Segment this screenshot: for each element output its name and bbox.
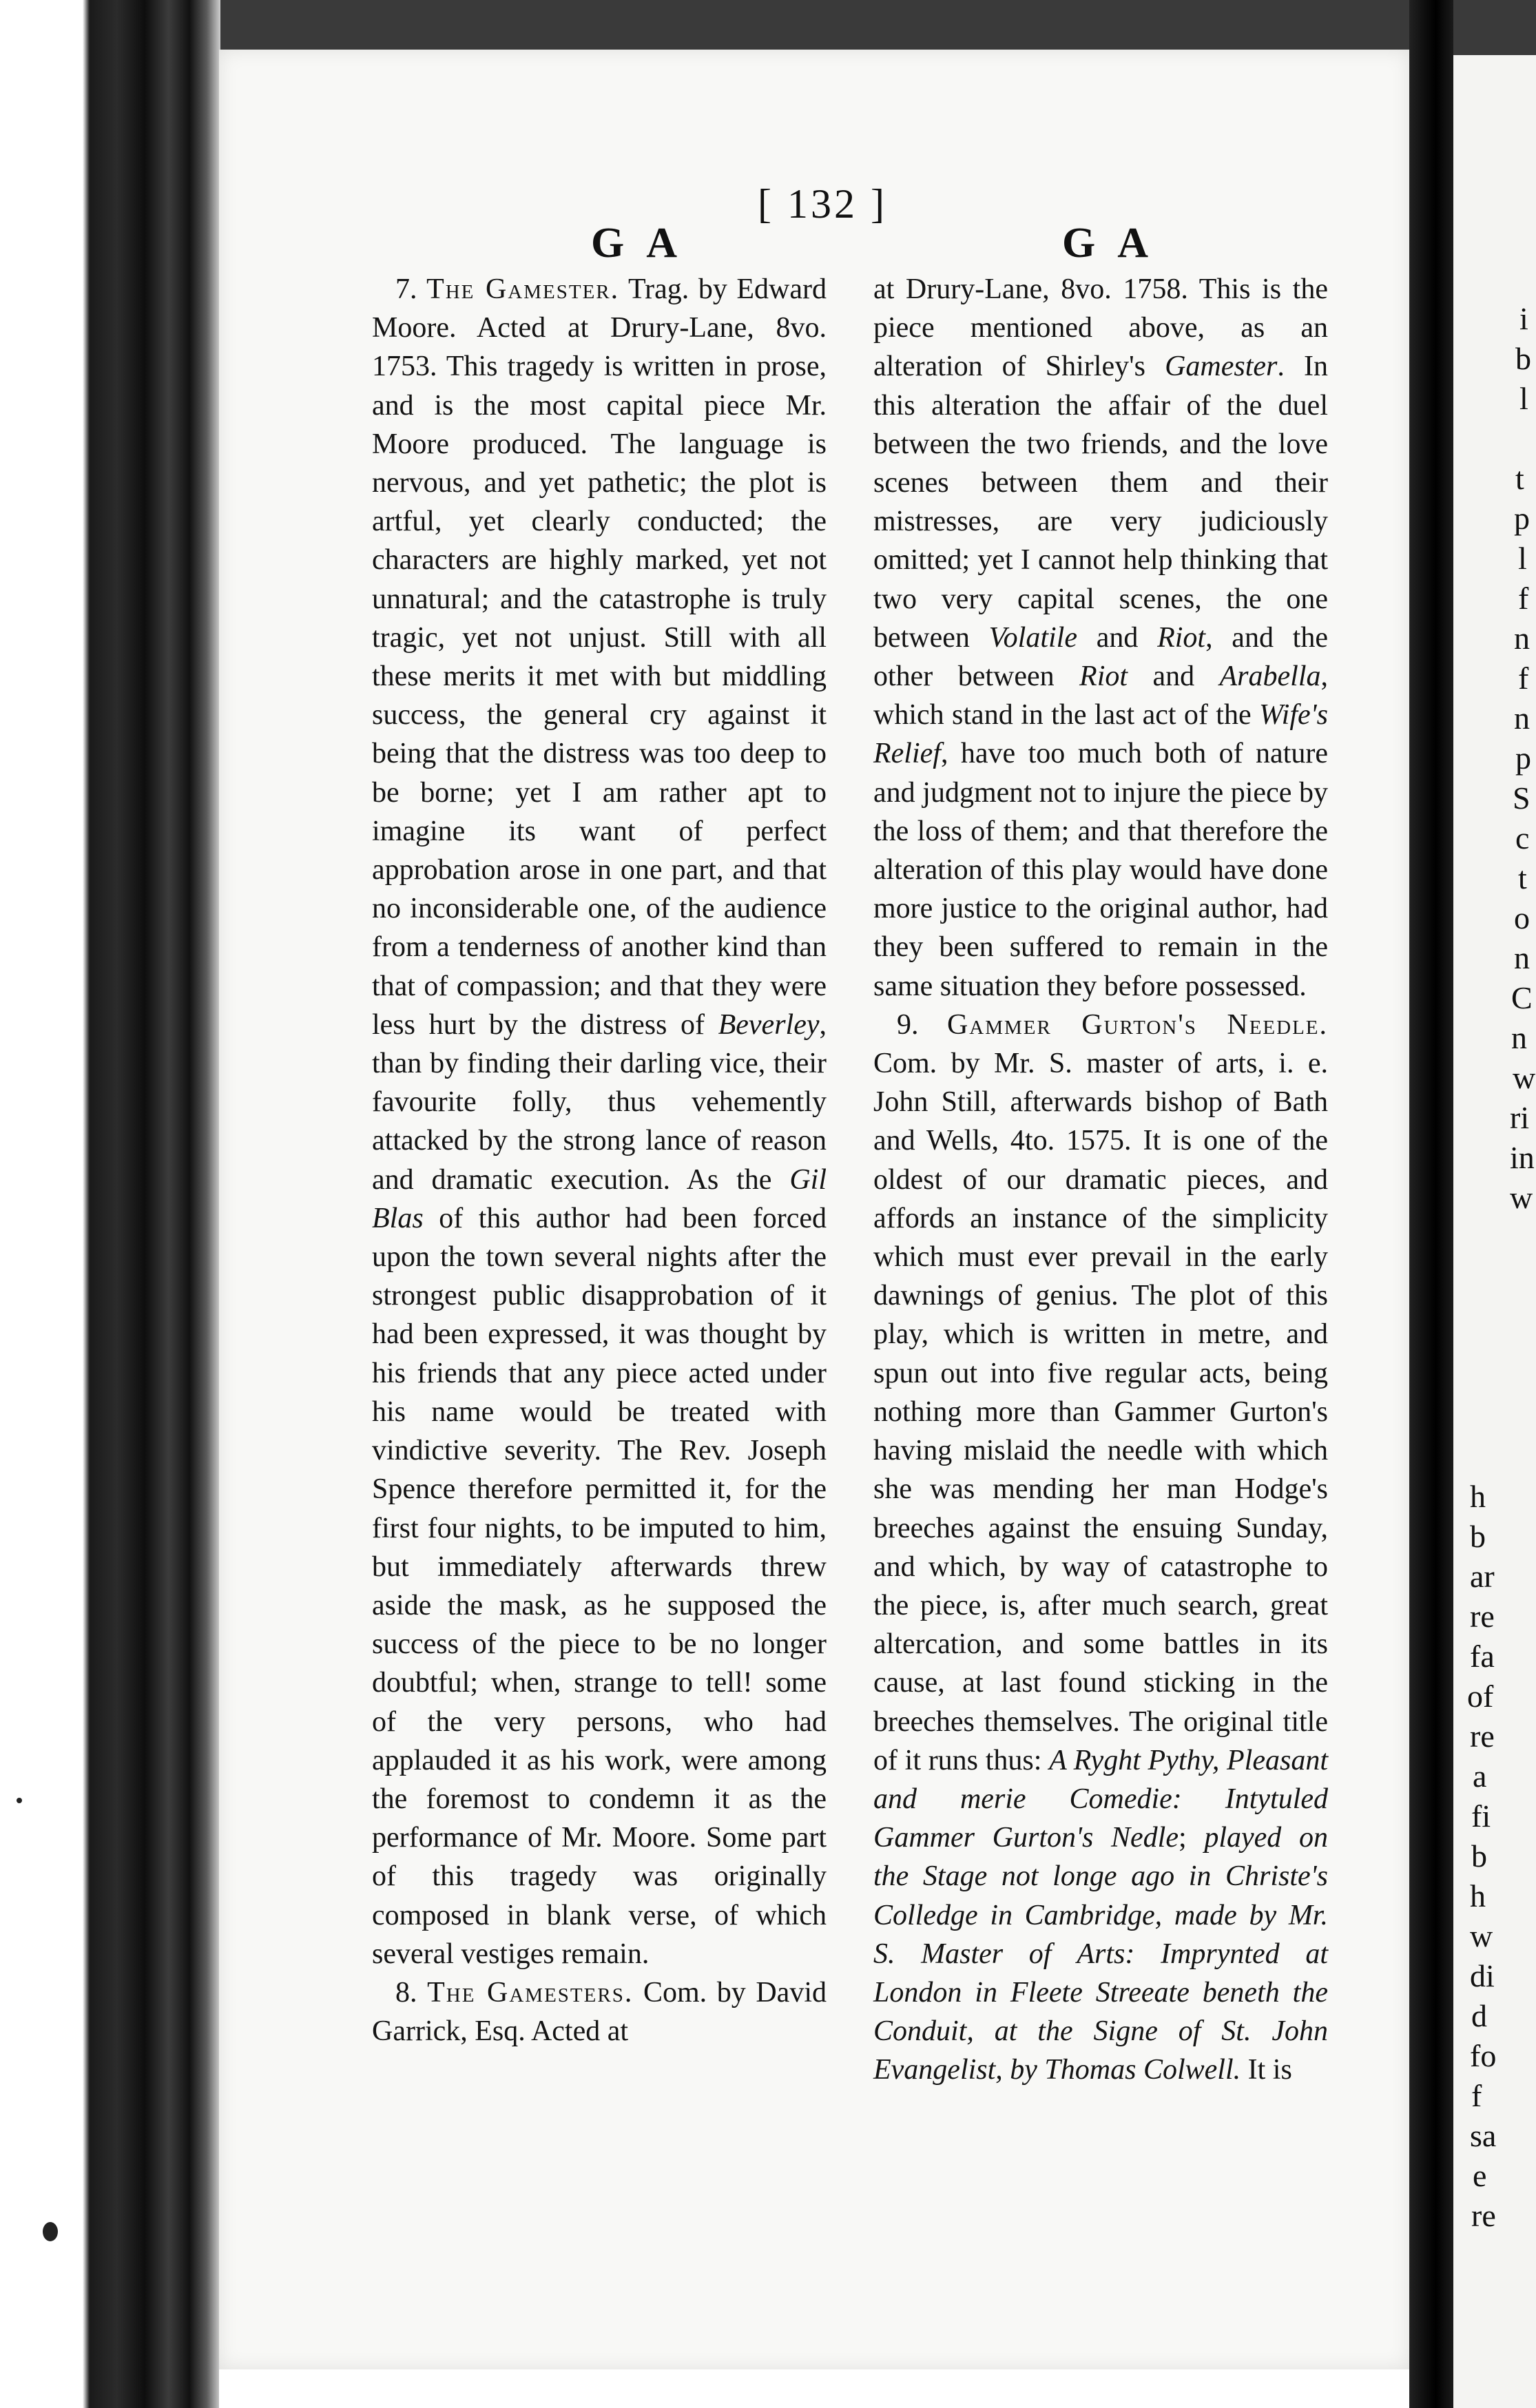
entry-number: 9. [897,1008,947,1041]
entry-8-continued [873,270,1328,1006]
entry-7 [372,270,827,1973]
page-number: [ 132 ] [758,181,887,227]
entry-italic: Beverley [718,1008,820,1041]
entry-italic: Arabella [1219,661,1321,693]
facing-fragment: C [1511,980,1533,1015]
facing-fragment: S [1513,780,1530,816]
entry-text: . In this alteration the affair of the duel between the two friends, and the love scenes between them and their mistresses, are very judiciously omitted; yet I cannot help thinking that two very capital scenes, the one between [873,351,1328,654]
facing-fragment: ar [1470,1559,1495,1594]
facing-fragment: n [1511,1020,1527,1055]
facing-fragment: di [1470,1958,1495,1993]
entry-italic: played on the Stage not longe ago in Christe's Colledge in Cambridge, made by Mr. S. Master of Arts: Imprynted at London in Fleete Streeate beneth the Conduit, at the Signe of St. John Evangelist, by Thomas Colwell. [873,1822,1328,2086]
entry-text: Com. by Mr. S. master of arts, i. e. John Still, afterwards bishop of Bath and Wells, 4to. 1575. It is one of the oldest of our dramatic pieces, and affords an instance of the simplicity which must ever prevail in the early dawnings of genius. The plot of this play, which is written in metre, and spun out into five regular acts, being nothing more than Gammer Gurton's having mislaid the needle with which she was mending her man Hodge's breeches against the ensuing Sunday, and which, by way of catastrophe to the piece, is, after much search, great altercation, and some battles in its cause, at last found sticking in the breeches themselves. The original title of it runs thus: [873,1048,1328,1776]
facing-fragment: c [1515,820,1530,855]
running-head-right: G A [1062,220,1156,267]
entry-text: , have too much both of nature and judgment not to injure the piece by the loss of them; and that therefore the alteration of this play would have done more justice to the original author, had they been suffered to remain in the same situation they before possessed. [873,738,1328,1002]
facing-fragment: i [1519,301,1528,336]
page-bottom-edge [219,2369,1409,2408]
entry-italic: Riot [1157,621,1206,654]
facing-fragment: l [1518,541,1527,576]
facing-fragment: f [1518,581,1529,616]
facing-fragment: n [1514,940,1530,975]
facing-fragment: re [1471,2198,1496,2233]
facing-fragment: e [1473,2158,1487,2193]
facing-fragment: re [1470,1719,1495,1754]
facing-fragment: a [1473,1758,1487,1794]
ink-speck [17,1798,22,1803]
facing-fragment: re [1470,1599,1495,1634]
entry-text: at Drury-Lane, 8vo. 1758. This is the piece mentioned above, as an alteration of Shirley's [873,273,1328,383]
facing-fragment: b [1515,341,1531,376]
running-head-left: G A [591,220,685,267]
entry-italic: Gamester [1165,351,1278,383]
facing-fragment: n [1514,621,1530,656]
facing-fragment: f [1471,2078,1482,2113]
facing-fragment: o [1514,900,1530,935]
facing-fragment: fo [1470,2038,1497,2073]
facing-page-edge [1453,55,1536,2408]
facing-fragment: ri [1510,1100,1530,1135]
ink-speck [43,2222,58,2241]
book-gutter [1409,0,1453,2408]
entry-italic: Volatile [988,621,1077,654]
right-column [873,270,1328,2090]
entry-text: ; [1179,1822,1205,1854]
facing-fragment: h [1470,1878,1486,1913]
facing-fragment: t [1518,860,1527,895]
facing-fragment: fa [1470,1639,1495,1674]
facing-fragment: w [1510,1180,1533,1215]
left-column [372,270,827,2051]
entry-italic: Gil Blas [372,1163,827,1234]
entry-text: and [1077,621,1158,654]
facing-fragment: b [1471,1838,1487,1874]
entry-title: The Gamesters. [427,1976,634,2009]
entry-italic: Riot [1079,661,1128,693]
entry-text: Com. by David Garrick, Esq. Acted at [372,1976,827,2048]
facing-fragment: p [1515,740,1531,776]
facing-fragment: in [1510,1140,1535,1175]
facing-fragment: l [1519,381,1528,416]
entry-text: , than by finding their darling vice, their favourite folly, thus vehemently attacked by the strong lance of reason and dramatic execution. As the [372,1008,827,1196]
entry-text: of this author had been forced upon the town several nights after the strongest public disapprobation of it had been expressed, it was thought by his friends that any piece acted under his name would be treated with vindictive severity. The Rev. Joseph Spence therefore permitted it, for the first four nights, to be imputed to him, but immediately afterwards threw aside the mask, as he supposed the success of the piece to be no longer doubtful; when, strange to tell! some of the very persons, who had applauded it as his work, were among the foremost to condemn it as the performance of Mr. Moore. Some part of this tragedy was originally composed in blank verse, of which several vestiges remain. [372,1202,827,1970]
entry-title: The Gamester. [426,273,620,305]
entry-italic: Wife's Relief [873,699,1328,770]
entry-text: , and the other between [873,621,1328,693]
facing-fragment: p [1514,501,1530,536]
book-spine [0,0,220,2408]
entry-text: , which stand in the last act of the [873,661,1328,731]
facing-fragment: of [1467,1679,1494,1714]
facing-fragment: d [1471,1998,1487,2033]
entry-text: and [1128,661,1220,693]
facing-fragment: w [1513,1060,1536,1095]
facing-fragment: f [1518,661,1529,696]
facing-fragment: w [1470,1918,1493,1953]
facing-fragment: h [1470,1479,1486,1514]
entry-title: Gammer Gurton's Needle. [946,1008,1328,1041]
entry-italic: A Ryght Pythy, Pleasant and merie Comedie: Intytuled Gammer Gurton's Nedle [873,1744,1329,1854]
entry-number: 8. [395,1976,428,2009]
entry-9 [873,1006,1328,2090]
entry-text: It is [1241,2054,1292,2086]
facing-fragment: fi [1471,1798,1491,1834]
entry-8 [372,1973,827,2051]
facing-fragment: t [1515,461,1524,496]
facing-fragment: b [1470,1519,1486,1554]
entry-number: 7. [395,273,427,305]
entry-text: Trag. by Edward Moore. Acted at Drury-Lane, 8vo. 1753. This tragedy is written in prose, and is the most capital piece Mr. Moore produced. The language is nervous, and yet pathetic; the plot is artful, yet clearly conducted; the characters are highly marked, yet not unnatural; and the catastrophe is truly tragic, yet not unjust. Still with all these merits it met with but middling success, the general cry against it being that the distress was too deep to be borne; yet I am rather apt to imagine its want of perfect approbation arose in one part, and that no inconsiderable one, of the audience from a tenderness of another kind than that of compassion; and that they were less hurt by the distress of [372,273,827,1041]
facing-fragment: sa [1470,2118,1497,2153]
facing-fragment: n [1514,700,1530,736]
